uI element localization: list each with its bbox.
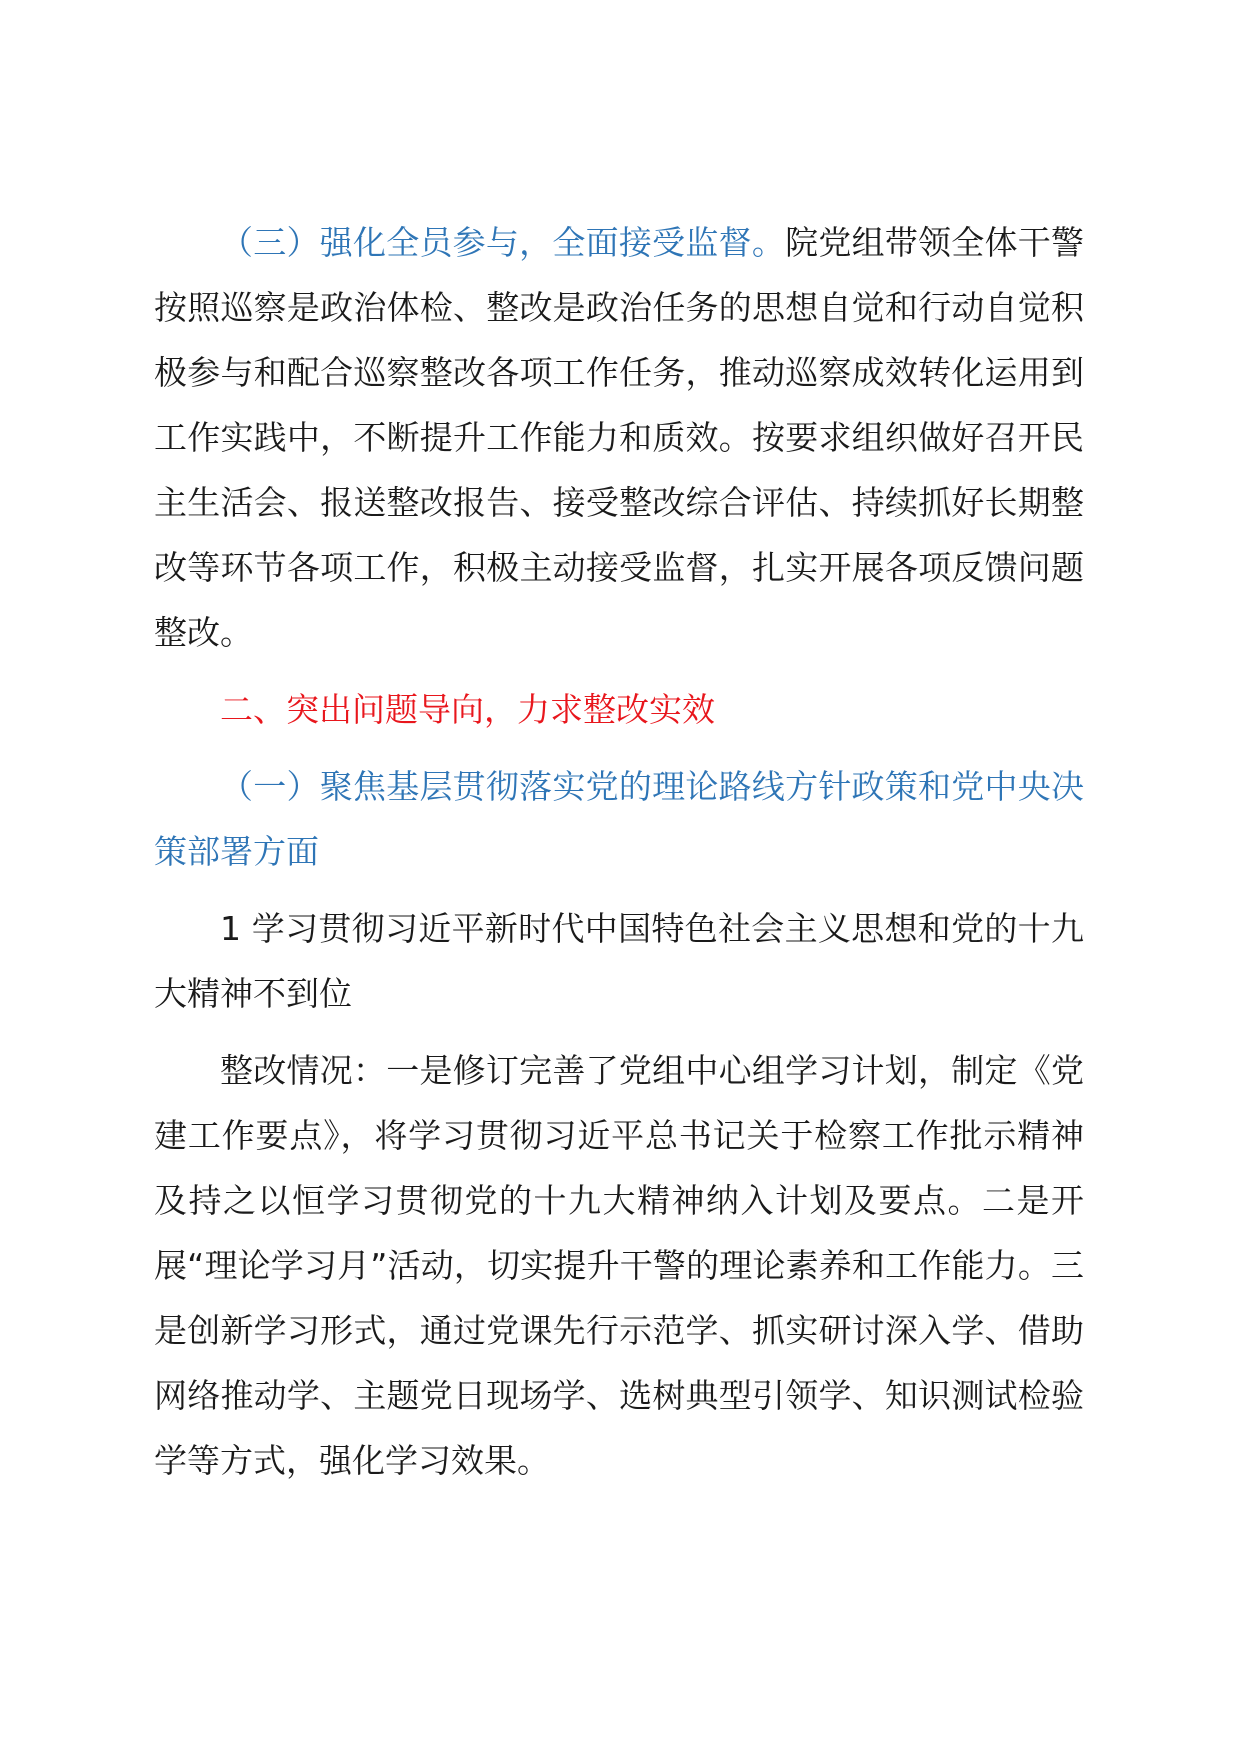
part-2-heading: 二、突出问题导向，力求整改实效 <box>220 690 715 729</box>
item-1-title: 1 学习贯彻习近平新时代中国特色社会主义思想和党的十九大精神不到位 <box>154 909 1084 1013</box>
section-3-body: 院党组带领全体干警按照巡察是政治体检、整改是政治任务的思想自觉和行动自觉积极参与和配合巡察整改各项工作任务，推动巡察成效转化运用到工作实践中，不断提升工作能力和质效。按要求组织做好召开民主生活会、报送整改报告、接受整改综合评估、持续抓好长期整改等环节各项工作，积极主动接受监督，扎实开展各项反馈问题整改。 <box>154 223 1085 652</box>
rectification-paragraph: 整改情况：一是修订完善了党组中心组学习计划，制定《党建工作要点》，将学习贯彻习近平总书记关于检察工作批示精神及持之以恒学习贯彻党的十九大精神纳入计划及要点。二是开展“理论学习月”活动，切实提升干警的理论素养和工作能力。三是创新学习形式，通过党课先行示范学、抓实研讨深入学、借助网络推动学、主题党日现场学、选树典型引领学、知识测试检验学等方式，强化学习效果。 <box>154 1051 1084 1480</box>
section-3-heading: （三）强化全员参与，全面接受监督。 <box>220 223 786 262</box>
section-3-paragraph <box>154 210 1084 665</box>
subsection-1-heading: （一）聚焦基层贯彻落实党的理论路线方针政策和党中央决策部署方面 <box>154 767 1084 871</box>
document-page <box>154 210 1084 1493</box>
